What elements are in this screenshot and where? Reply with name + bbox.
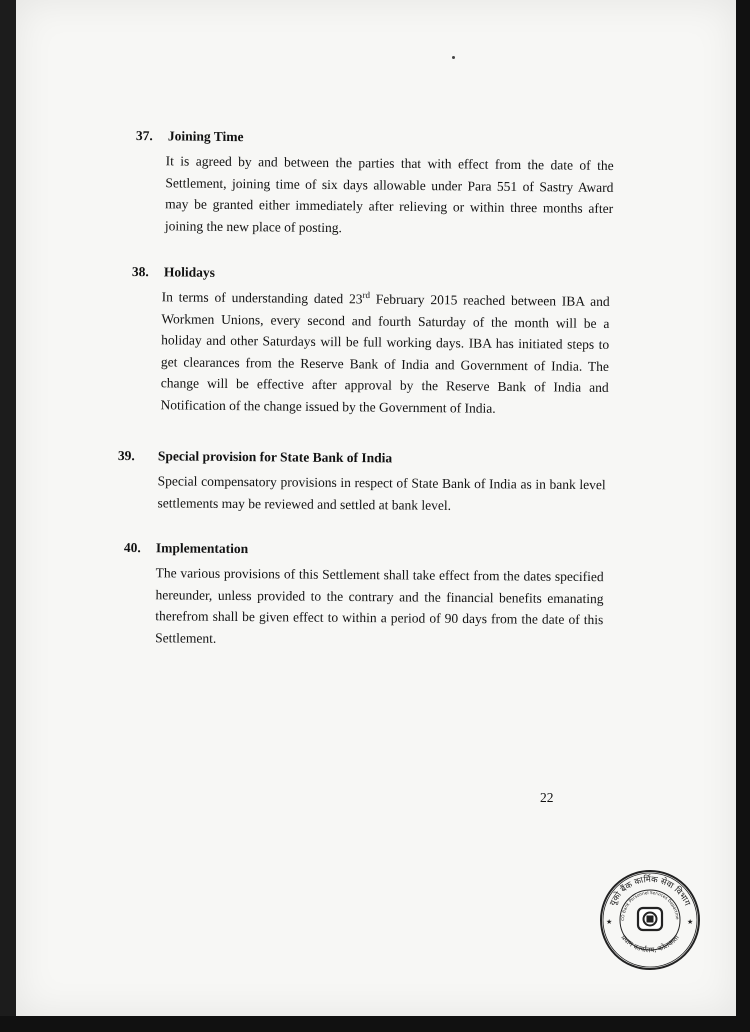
section-title: Joining Time: [167, 128, 244, 145]
section-40: [123, 540, 604, 652]
scan-bottom-edge: [0, 1016, 750, 1032]
section-38: [130, 264, 610, 420]
section-number: 38.: [131, 264, 149, 280]
seal-star-right: ★: [687, 918, 694, 926]
bank-logo-icon: [638, 908, 662, 930]
department-seal-stamp: [598, 868, 702, 972]
section-39: [117, 448, 606, 517]
section-37: [135, 128, 614, 241]
seal-inner-text: CO Bank Personnel Services Departme: [619, 889, 681, 921]
section-body: The various provisions of this Settlement shall take effect from the dates specified hereunder, unless provided to the contrary and the financial benefits emanating therefrom shall be given effect to within a period of 90 days from the date of this Settlement.: [155, 565, 604, 646]
section-heading: [124, 540, 604, 560]
body-text-part: February 2015 reached between IBA and Workmen Unions, every second and fourth Saturday of the month will be a holiday and other Saturdays will be full working days. IBA has initiated steps to get clearances from the Reserve Bank of India and Government of India. The change will be effective after approval by the Reserve Bank of India and Notification of the change issued by the Government of India.: [160, 291, 610, 416]
section-number: 39.: [117, 448, 135, 464]
section-title: Holidays: [163, 264, 216, 280]
section-heading: [118, 448, 606, 468]
scan-right-edge: [736, 0, 750, 1032]
section-body: [160, 286, 609, 420]
seal-star-left: ★: [606, 918, 613, 926]
section-body: It is agreed by and between the parties that with effect from the date of the Settlement, joining time of six days allowable under Para 551 of Sastry Award may be granted either immediately after relieving or within three months after joining the new place of posting.: [164, 153, 614, 235]
seal-bottom-text: प्रधान कार्यालय, कोलकाता: [619, 933, 681, 955]
section-number: 40.: [123, 540, 141, 556]
section-title: Special provision for State Bank of India: [157, 448, 393, 466]
section-number: 37.: [135, 128, 153, 144]
scan-speck: [452, 56, 455, 59]
ordinal-suffix: rd: [362, 289, 371, 300]
body-text-part: In terms of understanding dated 23: [161, 289, 363, 307]
scan-left-edge: [0, 0, 16, 1032]
section-body: Special compensatory provisions in respect of State Bank of India as in bank level settlements may be reviewed and settled at bank level.: [157, 473, 606, 513]
page-number: 22: [540, 790, 554, 805]
section-title: Implementation: [155, 540, 249, 557]
seal-outer-text: यूको बैंक कार्मिक सेवा विभाग: [608, 874, 692, 908]
